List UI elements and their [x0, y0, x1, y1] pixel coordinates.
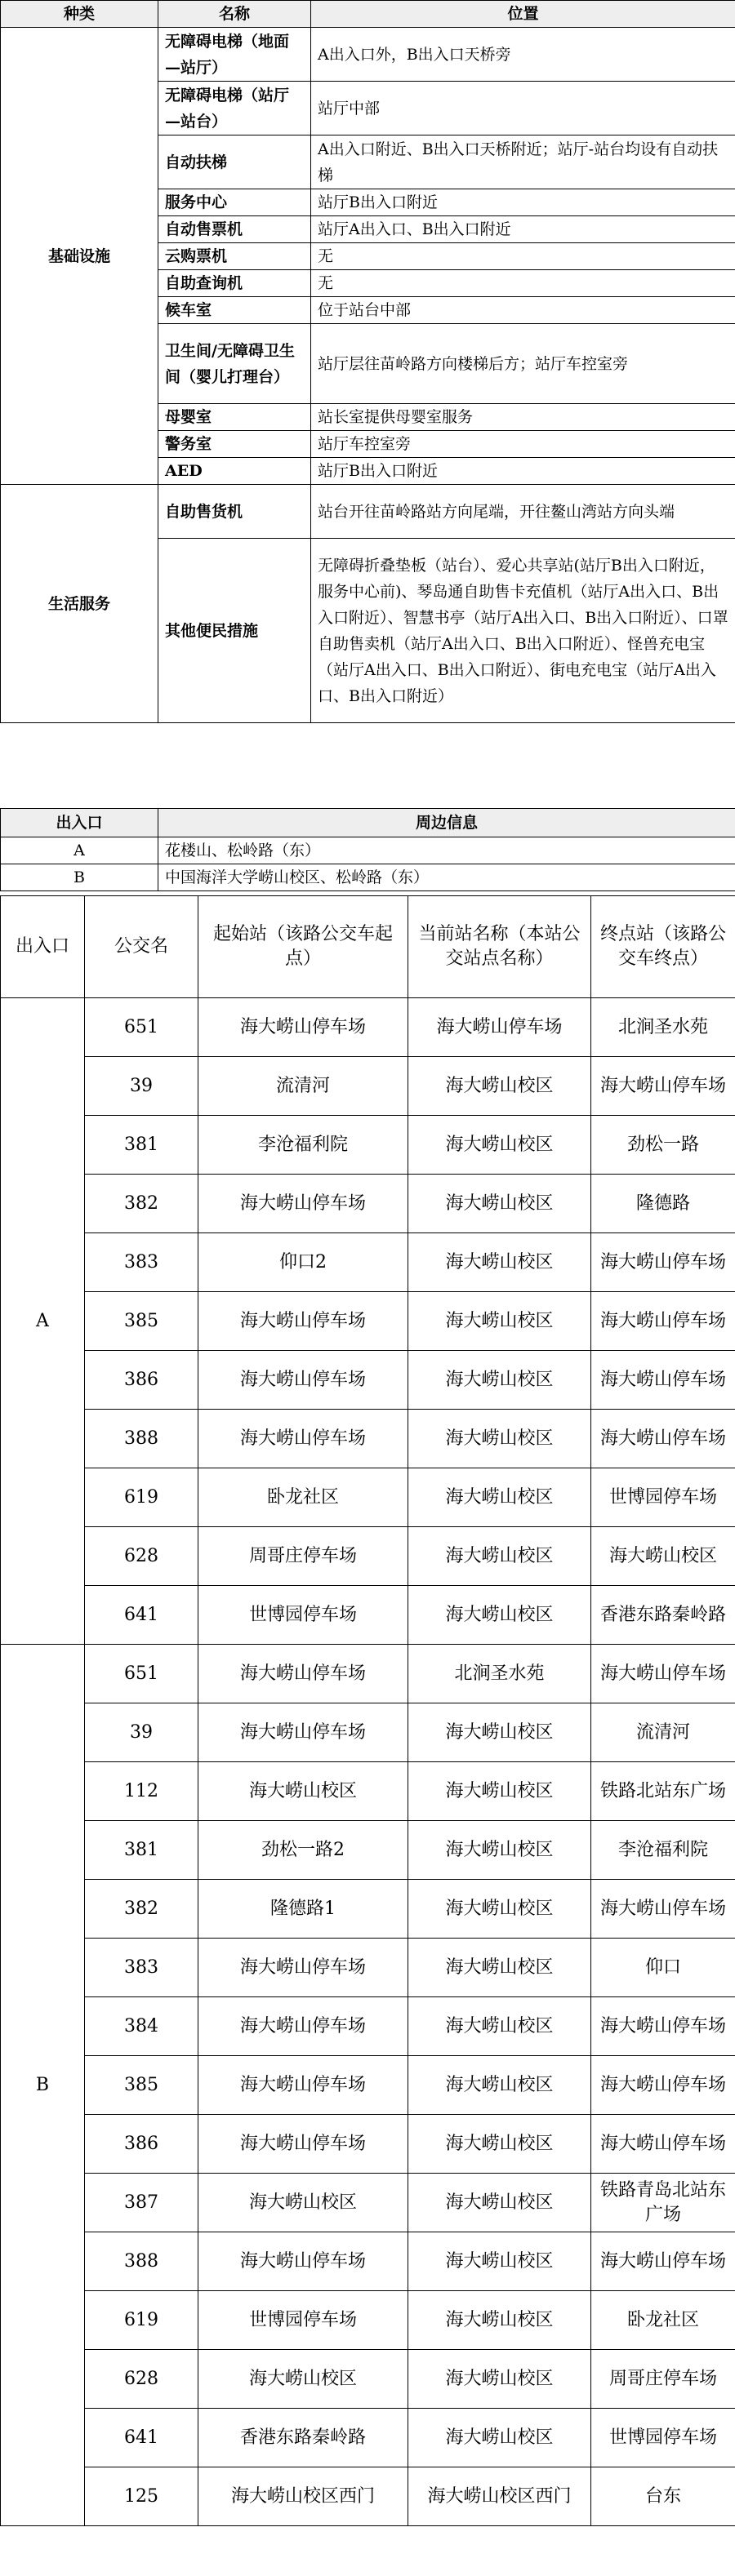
bus-row [1, 1880, 735, 1939]
bus-current-station: 海大崂山校区 [408, 1468, 591, 1527]
bus-start-station: 海大崂山停车场 [198, 1939, 408, 1997]
facility-name: 无障碍电梯（地面—站厅） [158, 28, 311, 82]
bus-row [1, 1821, 735, 1880]
surroundings-row [1, 837, 735, 864]
bus-start-station: 劲松一路2 [198, 1821, 408, 1880]
facility-name: 自助售货机 [158, 485, 311, 539]
surroundings-exit: B [1, 864, 158, 891]
bus-end-station: 劲松一路 [591, 1116, 735, 1175]
bus-end-station: 海大崂山停车场 [591, 1233, 735, 1292]
bus-row [1, 1762, 735, 1821]
bus-start-station: 海大崂山校区 [198, 2350, 408, 2409]
bus-name: 382 [85, 1880, 198, 1939]
bus-row [1, 1645, 735, 1703]
bus-current-station: 海大崂山校区 [408, 1762, 591, 1821]
bus-start-station: 世博园停车场 [198, 1586, 408, 1645]
header-surroundings: 周边信息 [158, 809, 735, 837]
bus-row [1, 2350, 735, 2409]
bus-start-station: 流清河 [198, 1057, 408, 1116]
bus-name: 386 [85, 1351, 198, 1410]
bus-current-station: 海大崂山校区 [408, 1586, 591, 1645]
bus-exit: B [1, 1645, 85, 2526]
bus-start-station: 海大崂山校区西门 [198, 2467, 408, 2526]
facilities-table [0, 0, 735, 723]
bus-end-station: 海大崂山停车场 [591, 1410, 735, 1468]
bus-end-station: 海大崂山停车场 [591, 1351, 735, 1410]
header-bus-current: 当前站名称（本站公交站点名称） [408, 896, 591, 998]
bus-name: 388 [85, 1410, 198, 1468]
facility-name: 服务中心 [158, 189, 311, 216]
bus-name: 39 [85, 1703, 198, 1762]
bus-name: 651 [85, 1645, 198, 1703]
bus-name: 641 [85, 1586, 198, 1645]
bus-current-station: 海大崂山校区 [408, 1116, 591, 1175]
bus-name: 641 [85, 2409, 198, 2467]
bus-start-station: 卧龙社区 [198, 1468, 408, 1527]
facility-position: 站厅B出入口附近 [311, 189, 735, 216]
bus-end-station: 海大崂山停车场 [591, 2115, 735, 2174]
facilities-header-row [1, 1, 735, 28]
bus-start-station: 海大崂山停车场 [198, 998, 408, 1057]
header-type: 种类 [1, 1, 158, 28]
bus-end-station: 仰口 [591, 1939, 735, 1997]
surroundings-table [0, 808, 735, 891]
bus-name: 383 [85, 1939, 198, 1997]
facility-position: 位于站台中部 [311, 297, 735, 324]
bus-current-station: 海大崂山校区 [408, 1410, 591, 1468]
bus-start-station: 海大崂山校区 [198, 1762, 408, 1821]
bus-current-station: 海大崂山校区 [408, 2115, 591, 2174]
facility-name: AED [158, 458, 311, 485]
bus-current-station: 海大崂山停车场 [408, 998, 591, 1057]
surroundings-header-row [1, 809, 735, 837]
header-bus-exit: 出入口 [1, 896, 85, 998]
bus-row [1, 1233, 735, 1292]
bus-start-station: 仰口2 [198, 1233, 408, 1292]
header-bus-name: 公交名 [85, 896, 198, 998]
surroundings-exit: A [1, 837, 158, 864]
facility-position: 站厅A出入口、B出入口附近 [311, 216, 735, 243]
bus-row [1, 1468, 735, 1527]
bus-current-station: 海大崂山校区 [408, 2232, 591, 2291]
bus-start-station: 海大崂山停车场 [198, 1410, 408, 1468]
header-bus-start: 起始站（该路公交车起点） [198, 896, 408, 998]
bus-current-station: 海大崂山校区西门 [408, 2467, 591, 2526]
bus-header-row [1, 896, 735, 998]
facility-name: 母婴室 [158, 404, 311, 431]
bus-name: 382 [85, 1175, 198, 1233]
bus-current-station: 海大崂山校区 [408, 1527, 591, 1586]
facility-type: 生活服务 [1, 485, 158, 723]
bus-row [1, 1351, 735, 1410]
bus-name: 619 [85, 2291, 198, 2350]
bus-end-station: 世博园停车场 [591, 1468, 735, 1527]
facility-name: 其他便民措施 [158, 539, 311, 723]
bus-start-station: 海大崂山停车场 [198, 1292, 408, 1351]
facility-position: 无 [311, 243, 735, 270]
bus-name: 619 [85, 1468, 198, 1527]
bus-start-station: 海大崂山停车场 [198, 2115, 408, 2174]
bus-name: 384 [85, 1997, 198, 2056]
bus-row [1, 1057, 735, 1116]
facility-position: 站厅层往苗岭路方向楼梯后方；站厅车控室旁 [311, 324, 735, 404]
header-position: 位置 [311, 1, 735, 28]
bus-row [1, 1997, 735, 2056]
bus-start-station: 李沧福利院 [198, 1116, 408, 1175]
facility-position: A出入口外，B出入口天桥旁 [311, 28, 735, 82]
bus-start-station: 海大崂山停车场 [198, 1703, 408, 1762]
bus-current-station: 海大崂山校区 [408, 1703, 591, 1762]
bus-name: 381 [85, 1821, 198, 1880]
bus-row [1, 2174, 735, 2232]
bus-row [1, 2291, 735, 2350]
facility-position: 站厅B出入口附近 [311, 458, 735, 485]
bus-end-station: 铁路北站东广场 [591, 1762, 735, 1821]
bus-current-station: 海大崂山校区 [408, 2409, 591, 2467]
bus-end-station: 海大崂山停车场 [591, 2232, 735, 2291]
bus-row [1, 1939, 735, 1997]
bus-name: 388 [85, 2232, 198, 2291]
bus-name: 387 [85, 2174, 198, 2232]
bus-start-station: 海大崂山停车场 [198, 1997, 408, 2056]
bus-end-station: 世博园停车场 [591, 2409, 735, 2467]
facility-name: 警务室 [158, 431, 311, 458]
bus-name: 386 [85, 2115, 198, 2174]
bus-name: 125 [85, 2467, 198, 2526]
bus-start-station: 世博园停车场 [198, 2291, 408, 2350]
facility-name: 卫生间/无障碍卫生间（婴儿打理台） [158, 324, 311, 404]
bus-end-station: 海大崂山停车场 [591, 1057, 735, 1116]
bus-end-station: 铁路青岛北站东广场 [591, 2174, 735, 2232]
bus-row [1, 1703, 735, 1762]
bus-start-station: 隆德路1 [198, 1880, 408, 1939]
bus-end-station: 海大崂山停车场 [591, 1880, 735, 1939]
bus-row [1, 2409, 735, 2467]
facility-name: 自动扶梯 [158, 135, 311, 189]
facility-type: 基础设施 [1, 28, 158, 485]
bus-end-station: 李沧福利院 [591, 1821, 735, 1880]
bus-current-station: 海大崂山校区 [408, 1233, 591, 1292]
bus-name: 651 [85, 998, 198, 1057]
bus-row [1, 1527, 735, 1586]
bus-start-station: 海大崂山停车场 [198, 2232, 408, 2291]
facility-position: 站长室提供母婴室服务 [311, 404, 735, 431]
bus-current-station: 海大崂山校区 [408, 2056, 591, 2115]
bus-row [1, 998, 735, 1057]
facility-name: 自动售票机 [158, 216, 311, 243]
facility-position: 站台开往苗岭路站方向尾端，开往鳌山湾站方向头端 [311, 485, 735, 539]
facility-row [1, 485, 735, 539]
bus-name: 39 [85, 1057, 198, 1116]
facility-position: 无障碍折叠垫板（站台）、爱心共享站(站厅B出入口附近，服务中心前)、琴岛通自助售卡充值机（站厅A出入口、B出入口附近）、智慧书亭（站厅A出入口、B出入口附近）、口罩自助售卖机（站厅A出入口、B出入口附近）、怪兽充电宝（站厅A出入口、B出入口附近）、街电充电宝（站厅A出入口、B出入口附近） [311, 539, 735, 723]
surroundings-info: 花楼山、松岭路（东） [158, 837, 735, 864]
header-bus-end: 终点站（该路公交车终点） [591, 896, 735, 998]
bus-current-station: 海大崂山校区 [408, 1057, 591, 1116]
header-exit: 出入口 [1, 809, 158, 837]
bus-name: 385 [85, 2056, 198, 2115]
bus-row [1, 2056, 735, 2115]
bus-end-station: 卧龙社区 [591, 2291, 735, 2350]
bus-current-station: 北涧圣水苑 [408, 1645, 591, 1703]
bus-end-station: 海大崂山停车场 [591, 2056, 735, 2115]
bus-row [1, 1586, 735, 1645]
bus-row [1, 1410, 735, 1468]
bus-start-station: 周哥庄停车场 [198, 1527, 408, 1586]
bus-name: 385 [85, 1292, 198, 1351]
bus-end-station: 海大崂山校区 [591, 1527, 735, 1586]
bus-end-station: 流清河 [591, 1703, 735, 1762]
bus-name: 381 [85, 1116, 198, 1175]
header-name: 名称 [158, 1, 311, 28]
bus-current-station: 海大崂山校区 [408, 1997, 591, 2056]
bus-current-station: 海大崂山校区 [408, 1880, 591, 1939]
bus-end-station: 周哥庄停车场 [591, 2350, 735, 2409]
bus-end-station: 隆德路 [591, 1175, 735, 1233]
bus-table [0, 895, 735, 2526]
facility-name: 自助查询机 [158, 270, 311, 297]
bus-current-station: 海大崂山校区 [408, 1939, 591, 1997]
bus-start-station: 海大崂山停车场 [198, 1175, 408, 1233]
facility-name: 云购票机 [158, 243, 311, 270]
bus-row [1, 2232, 735, 2291]
facility-row [1, 28, 735, 82]
bus-start-station: 海大崂山校区 [198, 2174, 408, 2232]
facility-position: A出入口附近、B出入口天桥附近；站厅-站台均设有自动扶梯 [311, 135, 735, 189]
bus-name: 628 [85, 1527, 198, 1586]
bus-row [1, 1116, 735, 1175]
bus-start-station: 香港东路秦岭路 [198, 2409, 408, 2467]
bus-current-station: 海大崂山校区 [408, 1292, 591, 1351]
bus-name: 628 [85, 2350, 198, 2409]
bus-current-station: 海大崂山校区 [408, 1351, 591, 1410]
facility-position: 站厅中部 [311, 82, 735, 135]
facility-position: 无 [311, 270, 735, 297]
bus-name: 383 [85, 1233, 198, 1292]
bus-end-station: 海大崂山停车场 [591, 1997, 735, 2056]
bus-row [1, 2115, 735, 2174]
surroundings-row [1, 864, 735, 891]
bus-row [1, 1292, 735, 1351]
bus-current-station: 海大崂山校区 [408, 2291, 591, 2350]
facility-name: 无障碍电梯（站厅—站台） [158, 82, 311, 135]
bus-start-station: 海大崂山停车场 [198, 2056, 408, 2115]
bus-name: 112 [85, 1762, 198, 1821]
bus-row [1, 2467, 735, 2526]
facility-name: 候车室 [158, 297, 311, 324]
bus-current-station: 海大崂山校区 [408, 1175, 591, 1233]
bus-start-station: 海大崂山停车场 [198, 1351, 408, 1410]
bus-end-station: 海大崂山停车场 [591, 1292, 735, 1351]
facility-position: 站厅车控室旁 [311, 431, 735, 458]
bus-start-station: 海大崂山停车场 [198, 1645, 408, 1703]
bus-row [1, 1175, 735, 1233]
bus-end-station: 香港东路秦岭路 [591, 1586, 735, 1645]
bus-current-station: 海大崂山校区 [408, 2350, 591, 2409]
bus-end-station: 海大崂山停车场 [591, 1645, 735, 1703]
surroundings-info: 中国海洋大学崂山校区、松岭路（东） [158, 864, 735, 891]
bus-end-station: 台东 [591, 2467, 735, 2526]
bus-current-station: 海大崂山校区 [408, 2174, 591, 2232]
bus-end-station: 北涧圣水苑 [591, 998, 735, 1057]
bus-exit: A [1, 998, 85, 1645]
bus-current-station: 海大崂山校区 [408, 1821, 591, 1880]
